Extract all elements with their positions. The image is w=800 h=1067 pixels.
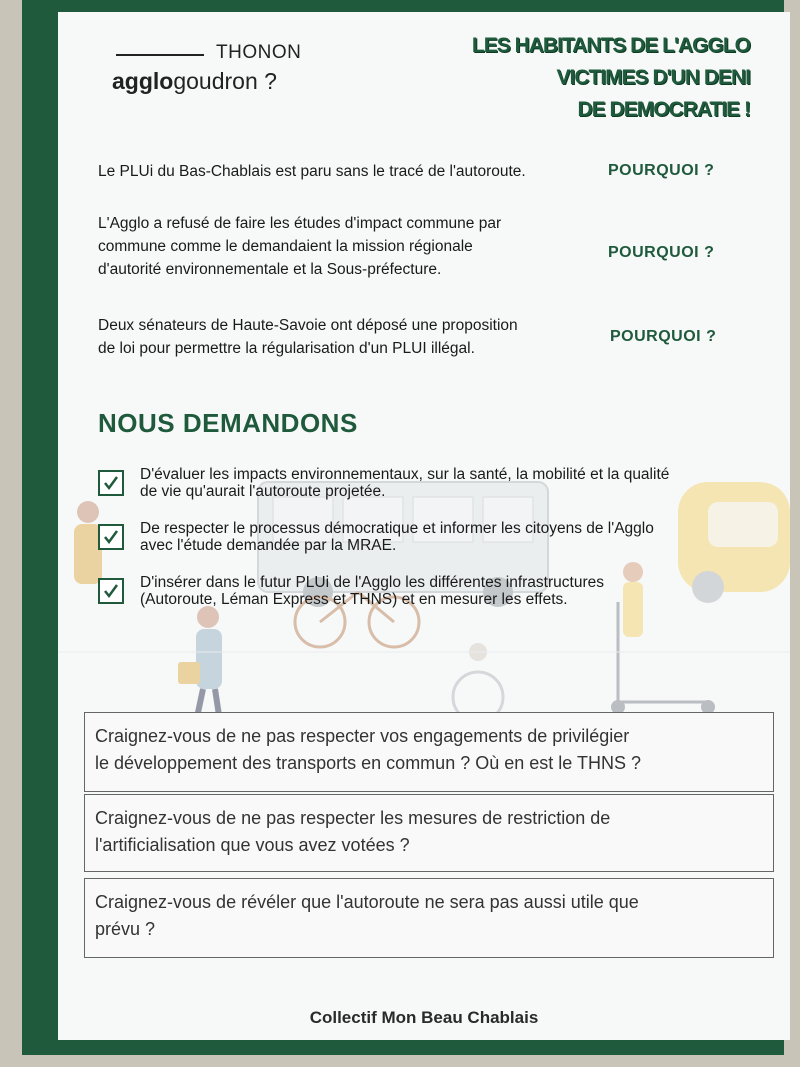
headline-line: VICTIMES D'UN DENI [556,66,750,89]
concern-box-1 [84,712,774,792]
concern-line: le développement des transports en commun ? Où en est le THNS ? [95,753,641,773]
concern-box-3 [84,878,774,958]
concern-line: Craignez-vous de ne pas respecter vos engagements de privilégier [95,726,630,746]
checkbox-checked-icon [98,524,124,550]
why-paragraph-line: L'Agglo a refusé de faire les études d'impact commune par [98,215,502,232]
brand-name-suffix: goudron ? [173,68,277,94]
demand-line: D'insérer dans le futur PLUi de l'Agglo les différentes infrastructures [140,574,604,591]
brand-name [112,68,277,95]
why-paragraph-2 [98,212,501,281]
brand-underline [116,54,204,56]
why-paragraph-1 [98,160,526,183]
why-label-1: POURQUOI ? [608,162,715,179]
why-label-2: POURQUOI ? [608,244,715,261]
why-paragraph-line: Le PLUi du Bas-Chablais est paru sans le tracé de l'autoroute. [98,163,526,180]
why-paragraph-line: d'autorité environnementale et la Sous-préfecture. [98,261,442,278]
demand-text [140,466,760,500]
checkbox-checked-icon [98,470,124,496]
concern-line: Craignez-vous de ne pas respecter les mesures de restriction de [95,808,611,828]
headline [420,30,750,126]
demand-line: de vie qu'aurait l'autoroute projetée. [140,483,386,500]
why-paragraph-line: de loi pour permettre la régularisation d'un PLUI illégal. [98,340,475,357]
footer-signature: Collectif Mon Beau Chablais [309,1008,539,1027]
why-label-3: POURQUOI ? [610,328,717,345]
checkbox-checked-icon [98,578,124,604]
why-paragraph-3 [98,314,518,360]
headline-line: DE DEMOCRATIE ! [577,98,750,121]
concern-line: Craignez-vous de révéler que l'autoroute ne sera pas aussi utile que [95,892,639,912]
demand-line: avec l'étude demandée par la MRAE. [140,537,397,554]
flyer-border [22,0,784,1055]
section-title: NOUS DEMANDONS [98,408,358,438]
demand-text [140,574,760,608]
demand-text [140,520,760,554]
brand-name-prefix: agglo [112,68,174,94]
concern-line: l'artificialisation que vous avez votées ? [95,835,410,855]
concern-box-2 [84,794,774,872]
why-paragraph-line: Deux sénateurs de Haute-Savoie ont déposé une proposition [98,317,518,334]
demand-line: D'évaluer les impacts environnementaux, sur la santé, la mobilité et la qualité [140,466,670,483]
concern-line: prévu ? [95,919,156,939]
demand-line: De respecter le processus démocratique et informer les citoyens de l'Agglo [140,520,654,537]
why-paragraph-line: commune comme le demandaient la mission régionale [98,238,473,255]
headline-line: LES HABITANTS DE L'AGGLO [471,34,750,57]
flyer-paper [58,12,790,1040]
brand-city: THONON [216,42,302,63]
demand-line: (Autoroute, Léman Express et THNS) et en mesurer les effets. [140,591,568,608]
